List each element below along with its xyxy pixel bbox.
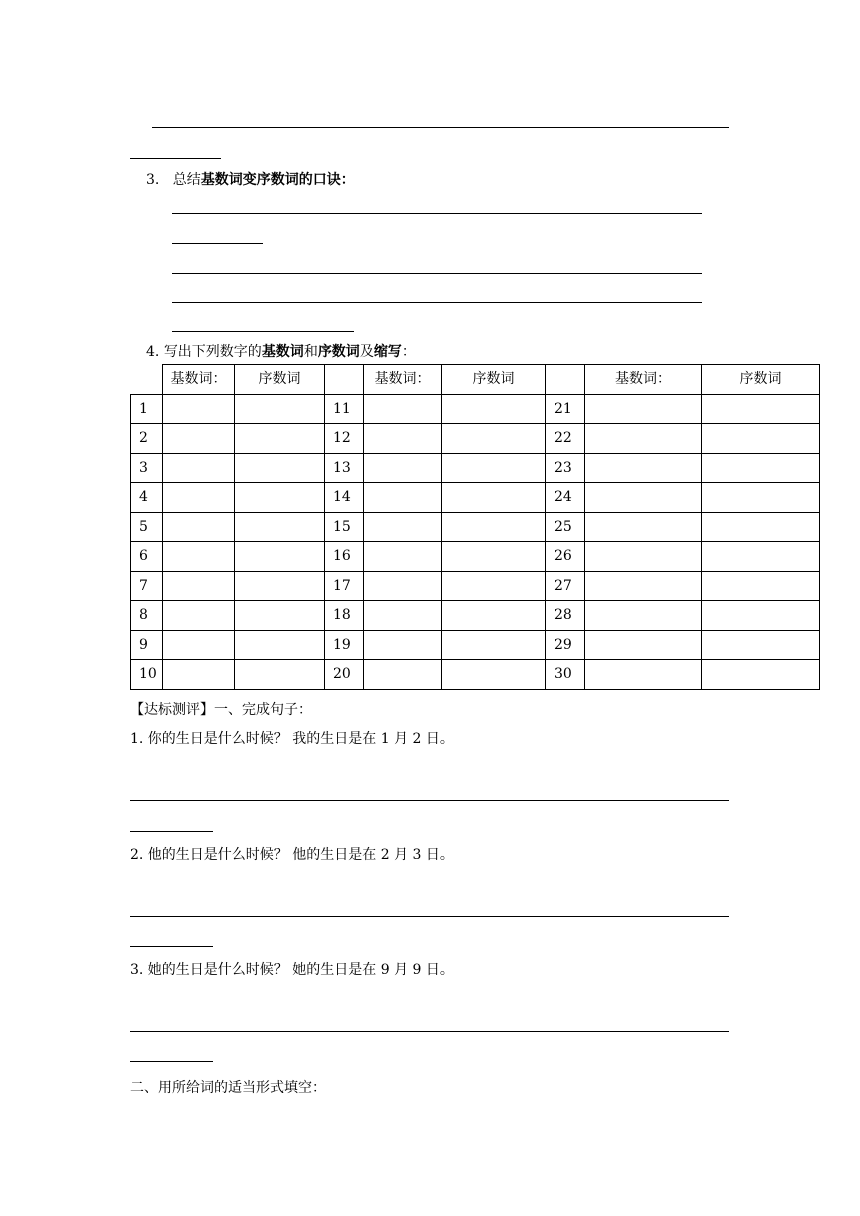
empty-cell [325,365,364,395]
answer-line [130,946,213,947]
ordinal-answer-cell[interactable] [702,424,820,454]
table-row [131,542,820,572]
ordinal-answer-cell[interactable] [442,630,546,660]
answer-line [130,916,729,917]
ordinal-answer-cell[interactable] [702,483,820,513]
number-cell: 28 [546,601,585,631]
empty-cell [131,365,163,395]
table-row [131,394,820,424]
cardinal-answer-cell[interactable] [163,542,235,572]
number-cell: 16 [325,542,364,572]
heading-colon: ： [401,344,416,360]
ordinal-answer-cell[interactable] [442,424,546,454]
header-ordinal: 序数词 [442,365,546,395]
answer-line [172,213,702,214]
ordinal-answer-cell[interactable] [442,660,546,690]
ordinal-answer-cell[interactable] [235,424,325,454]
ordinal-answer-cell[interactable] [702,542,820,572]
number-cell: 24 [546,483,585,513]
cardinal-answer-cell[interactable] [585,424,702,454]
header-cardinal: 基数词： [163,365,235,395]
number-cell: 21 [546,394,585,424]
cardinal-answer-cell[interactable] [163,571,235,601]
number-cell: 2 [131,424,163,454]
table-row [131,571,820,601]
cardinal-answer-cell[interactable] [585,453,702,483]
ordinal-answer-cell[interactable] [235,660,325,690]
section-4-heading [146,343,416,361]
section-3-heading [146,171,355,189]
heading-text: 总结 [172,172,201,188]
ordinal-answer-cell[interactable] [235,394,325,424]
ordinal-answer-cell[interactable] [702,512,820,542]
cardinal-answer-cell[interactable] [364,630,442,660]
ordinal-answer-cell[interactable] [442,394,546,424]
header-cardinal: 基数词： [585,365,702,395]
ordinal-answer-cell[interactable] [442,453,546,483]
cardinal-answer-cell[interactable] [585,571,702,601]
number-cell: 9 [131,630,163,660]
number-cell: 23 [546,453,585,483]
cardinal-answer-cell[interactable] [163,483,235,513]
number-cell: 10 [131,660,163,690]
table-row [131,453,820,483]
number-cell: 25 [546,512,585,542]
cardinal-answer-cell[interactable] [364,453,442,483]
answer-line [172,302,702,303]
heading-bold-text: 序数词 [317,344,360,360]
cardinal-answer-cell[interactable] [585,660,702,690]
number-cell: 19 [325,630,364,660]
ordinal-answer-cell[interactable] [235,542,325,572]
heading-colon: ： [340,172,355,188]
answer-line [172,331,354,332]
heading-bold-text: 基数词 [261,344,304,360]
table-row [131,660,820,690]
number-cell: 3 [131,453,163,483]
ordinal-answer-cell[interactable] [442,601,546,631]
cardinal-answer-cell[interactable] [585,394,702,424]
number-cell: 12 [325,424,364,454]
ordinal-answer-cell[interactable] [235,601,325,631]
cardinal-answer-cell[interactable] [163,660,235,690]
ordinal-answer-cell[interactable] [442,571,546,601]
number-cell: 15 [325,512,364,542]
ordinal-answer-cell[interactable] [442,542,546,572]
cardinal-answer-cell[interactable] [364,483,442,513]
table-row [131,512,820,542]
number-cell: 1 [131,394,163,424]
ordinal-answer-cell[interactable] [442,483,546,513]
number-cell: 13 [325,453,364,483]
cardinal-answer-cell[interactable] [163,512,235,542]
answer-line [130,158,221,159]
cardinal-answer-cell[interactable] [364,542,442,572]
cardinal-answer-cell[interactable] [163,424,235,454]
question-1: 1. 你的生日是什么时候？ 我的生日是在 1 月 2 日。 [130,731,454,747]
answer-line [152,127,729,128]
cardinal-answer-cell[interactable] [364,424,442,454]
cardinal-answer-cell[interactable] [163,453,235,483]
table-row [131,630,820,660]
number-cell: 5 [131,512,163,542]
number-cell: 27 [546,571,585,601]
cardinal-answer-cell[interactable] [163,394,235,424]
ordinal-answer-cell[interactable] [442,512,546,542]
heading-bold-text: 缩写 [373,344,402,360]
cardinal-answer-cell[interactable] [585,512,702,542]
number-cell: 20 [325,660,364,690]
section-number: 3. [146,172,160,188]
number-cell: 26 [546,542,585,572]
cardinal-answer-cell[interactable] [585,483,702,513]
number-cell: 29 [546,630,585,660]
question-3: 3. 她的生日是什么时候？ 她的生日是在 9 月 9 日。 [130,962,454,978]
cardinal-answer-cell[interactable] [585,542,702,572]
ordinal-answer-cell[interactable] [235,453,325,483]
number-cell: 7 [131,571,163,601]
answer-line [130,800,729,801]
empty-cell [546,365,585,395]
answer-line [130,831,213,832]
ordinal-answer-cell[interactable] [702,453,820,483]
number-cell: 14 [325,483,364,513]
header-ordinal: 序数词 [702,365,820,395]
answer-line [172,243,263,244]
ordinal-answer-cell[interactable] [235,512,325,542]
heading-bold-text: 基数词变序数词的口诀 [200,172,341,188]
cardinal-answer-cell[interactable] [364,601,442,631]
ordinal-answer-cell[interactable] [702,630,820,660]
number-cell: 4 [131,483,163,513]
ordinal-answer-cell[interactable] [235,571,325,601]
answer-line [130,1031,729,1032]
cardinal-answer-cell[interactable] [163,601,235,631]
heading-text: 及 [359,344,374,360]
table-row [131,483,820,513]
number-cell: 18 [325,601,364,631]
question-2: 2. 他的生日是什么时候？ 他的生日是在 2 月 3 日。 [130,847,454,863]
cardinal-answer-cell[interactable] [364,660,442,690]
header-cardinal: 基数词： [364,365,442,395]
ordinal-answer-cell[interactable] [235,483,325,513]
table-row [131,424,820,454]
header-ordinal: 序数词 [235,365,325,395]
cardinal-answer-cell[interactable] [364,512,442,542]
number-cell: 17 [325,571,364,601]
number-cell: 8 [131,601,163,631]
cardinal-answer-cell[interactable] [364,571,442,601]
answer-line [172,273,702,274]
ordinal-answer-cell[interactable] [235,630,325,660]
assessment-heading: 【达标测评】一、完成句子： [130,702,312,718]
ordinal-answer-cell[interactable] [702,571,820,601]
answer-line [130,1061,213,1062]
cardinal-answer-cell[interactable] [585,601,702,631]
number-cell: 11 [325,394,364,424]
heading-text: 和 [303,344,318,360]
table-header-row [131,365,820,395]
ordinal-answer-cell[interactable] [702,394,820,424]
cardinal-answer-cell[interactable] [364,394,442,424]
number-cell: 22 [546,424,585,454]
number-cell: 6 [131,542,163,572]
table-row [131,601,820,631]
cardinal-answer-cell[interactable] [585,630,702,660]
part-2-heading: 二、用所给词的适当形式填空： [130,1080,326,1096]
ordinal-answer-cell[interactable] [702,601,820,631]
number-table [130,364,820,690]
cardinal-answer-cell[interactable] [163,630,235,660]
number-cell: 30 [546,660,585,690]
section-number: 4. [146,344,160,360]
ordinal-answer-cell[interactable] [702,660,820,690]
heading-text: 写出下列数字的 [163,344,262,360]
